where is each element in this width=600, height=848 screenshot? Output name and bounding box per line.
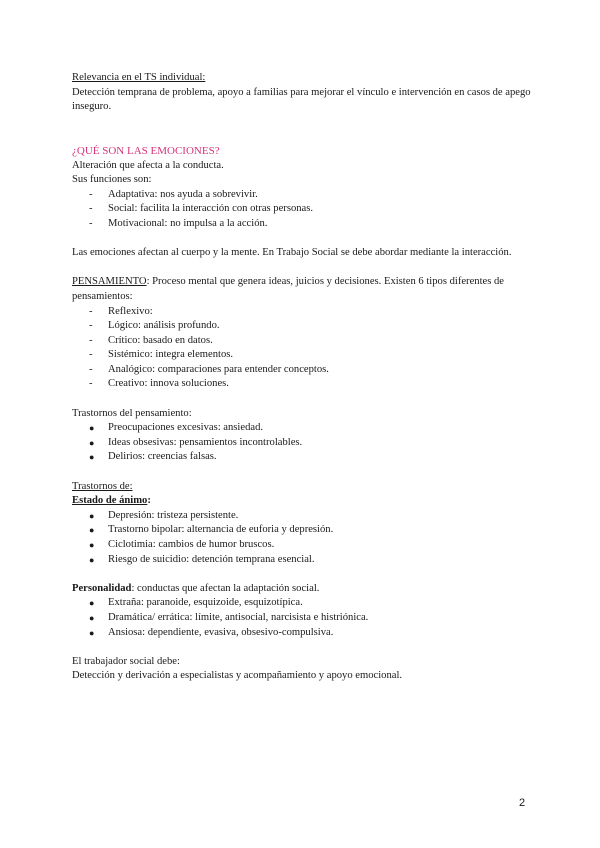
pensamiento-types-list [72,305,532,393]
document-page [72,71,532,684]
list-item: ● Ideas obsesivas: pensamientos incontrolables. [72,436,532,451]
trabajador-text: Detección y derivación a especialistas y acompañamiento y apoyo emocional. [72,670,403,682]
list-item: - Motivacional: no impulsa a la acción. [72,217,532,232]
list-item: - Sistémico: integra elementos. [72,348,532,363]
personalidad-paragraph [72,582,532,597]
bullet-icon: ● [89,452,95,463]
personalidad-list [72,596,532,640]
list-item: ● Preocupaciones excesivas: ansiedad. [72,421,532,436]
trastornos-pensamiento-label: Trastornos del pensamiento: [72,407,192,419]
dash-marker: - [89,188,93,200]
emociones-functions-label: Sus funciones son: [72,174,152,186]
pensamiento-paragraph [72,275,532,304]
list-item: ● Extraña: paranoide, esquizoide, esquizotípica. [72,596,532,611]
dash-marker: - [89,378,93,390]
list-item: ● Delirios: creencias falsas. [72,450,532,465]
list-item: ● Trastorno bipolar: alternancia de euforia y depresión. [72,523,532,538]
estado-list [72,509,532,567]
list-item: - Analógico: comparaciones para entender conceptos. [72,363,532,378]
dash-marker: - [89,363,93,375]
bullet-icon: ● [89,627,95,638]
pensamiento-term: PENSAMIENTO [72,276,147,288]
estado-heading [72,494,532,509]
bullet-icon: ● [89,540,95,550]
list-item: ● Dramática/ errática: límite, antisocial, narcisista e histriónica. [72,611,532,626]
bullet-icon: ● [89,598,95,609]
relevancia-title: Relevancia en el TS individual: [72,72,206,83]
trabajador-label: El trabajador social debe: [72,655,180,667]
dash-marker: - [89,334,93,346]
bullet-icon: ● [89,554,95,565]
list-item: - Adaptativa: nos ayuda a sobrevivir. [72,188,532,203]
emociones-note: Las emociones afectan al cuerpo y la mente. En Trabajo Social se debe abordar mediante la interacción. [72,247,512,259]
dash-marker: - [89,305,93,317]
bullet-icon: ● [89,612,95,623]
estado-colon: : [147,495,151,507]
list-item: - Social: facilita la interacción con otras personas. [72,202,532,217]
emociones-definition: Alteración que afecta a la conducta. [72,159,224,171]
page-number: 2 [519,797,526,809]
bullet-icon: ● [89,525,95,536]
list-item: - Lógico: análisis profundo. [72,319,532,334]
emociones-functions-list [72,188,532,232]
emociones-heading: ¿QUÉ SON LAS EMOCIONES? [72,144,220,157]
bullet-icon: ● [89,437,95,448]
dash-marker: - [89,203,93,215]
list-item: ● Depresión: tristeza persistente. [72,509,532,524]
list-item: ● Ansiosa: dependiente, evasiva, obsesivo-compulsiva. [72,626,532,641]
estado-label: Estado de ánimo [72,495,148,507]
trastornos-pensamiento-list [72,421,532,465]
dash-marker: - [89,217,93,229]
list-item: - Creativo: innova soluciones. [72,377,532,392]
pensamiento-description: : Proceso mental que genera ideas, juicios y decisiones. Existen 6 tipos diferentes de pensamientos: [72,276,505,302]
dash-marker: - [89,349,93,361]
trastornos-de-label: Trastornos de: [72,480,133,492]
list-item: ● Ciclotimia: cambios de humor bruscos. [72,538,532,553]
list-item: - Reflexivo: [72,305,532,320]
list-item: - Crítico: basado en datos. [72,334,532,349]
personalidad-description: : conductas que afectan la adaptación social. [131,582,320,594]
personalidad-label: Personalidad [72,582,132,594]
dash-marker: - [89,320,93,332]
list-item: ● Riesgo de suicidio: detención temprana esencial. [72,553,532,568]
relevancia-text: Detección temprana de problema, apoyo a familias para mejorar el vínculo e intervención en casos de apego inseguro. [72,86,531,113]
bullet-icon: ● [89,510,95,521]
bullet-icon: ● [89,423,95,434]
